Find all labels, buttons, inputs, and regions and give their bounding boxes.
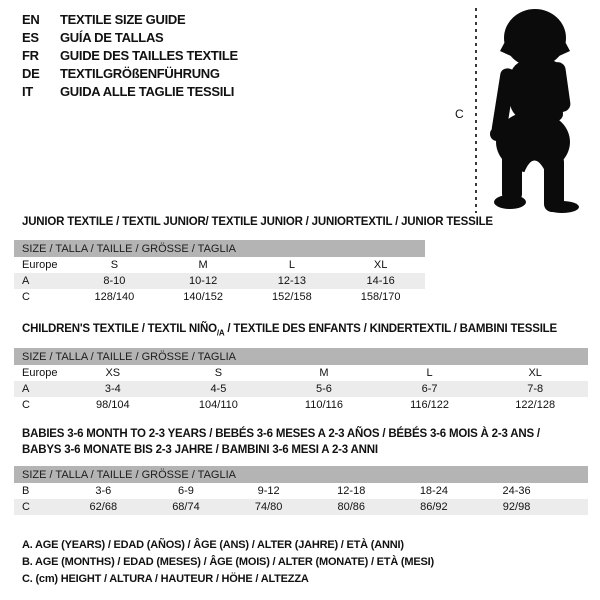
size-cell: 10-12: [189, 275, 218, 287]
row-label: B: [22, 485, 30, 497]
size-cell: 80/86: [337, 501, 365, 513]
size-cell: 3-6: [95, 485, 112, 497]
size-cell: 6-7: [421, 383, 438, 395]
language-title: GUIDE DES TAILLES TEXTILE: [60, 47, 238, 63]
size-cell: 110/116: [304, 399, 344, 411]
footnote-height-cm: C. (cm) HEIGHT / ALTURA / HAUTEUR / HÖHE / ALTEZZA: [22, 573, 309, 585]
row-label: Europe: [22, 367, 58, 379]
language-row-en: [22, 10, 238, 28]
table-row: [14, 483, 588, 499]
size-header-band: SIZE / TALLA / TAILLE / GRÖSSE / TAGLIA: [14, 240, 425, 257]
language-title: TEXTILGRÖßENFÜHRUNG: [60, 65, 220, 81]
footnote-legend: [22, 537, 434, 588]
language-row-es: [22, 28, 238, 46]
size-cell: 8-10: [103, 275, 126, 287]
children-title-pre: CHILDREN'S TEXTILE / TEXTIL NIÑO: [22, 323, 217, 335]
language-row-it: [22, 82, 238, 100]
language-title: GUÍA DE TALLAS: [60, 29, 164, 45]
row-label: C: [22, 399, 30, 411]
size-cell: 3-4: [104, 383, 121, 395]
table-row: [14, 289, 425, 305]
language-code: ES: [22, 29, 39, 45]
size-cell: 98/104: [95, 399, 130, 411]
size-cell: 122/128: [515, 399, 556, 411]
row-label: A: [22, 275, 30, 287]
size-cell: 24-36: [502, 485, 531, 497]
toddler-silhouette-icon: [482, 6, 580, 214]
table-band-row: [14, 348, 588, 365]
row-label: Europe: [22, 259, 58, 271]
language-code: EN: [22, 11, 40, 27]
height-measure-label: C: [455, 107, 464, 121]
children-title-post: / TEXTILE DES ENFANTS / KINDERTEXTIL / BAMBINI TESSILE: [224, 323, 557, 335]
size-cell: 128/140: [94, 291, 135, 303]
size-cell: 116/122: [410, 399, 450, 411]
size-cell: XL: [528, 367, 542, 379]
size-cell: 86/92: [420, 501, 448, 513]
size-cell: M: [198, 259, 208, 271]
size-cell: 62/68: [89, 501, 118, 513]
height-measure-dashed-line: [475, 8, 477, 213]
size-cell: 12-18: [337, 485, 366, 497]
size-cell: 158/170: [360, 291, 401, 303]
size-cell: 4-5: [210, 383, 227, 395]
spacer-cell: [558, 483, 588, 499]
footnote-age-months: B. AGE (MONTHS) / EDAD (MESES) / ÂGE (MOIS) / ALTER (MONATE) / ETÀ (MESI): [22, 556, 434, 568]
spacer-cell: [558, 499, 588, 515]
size-cell: 9-12: [257, 485, 280, 497]
language-row-de: [22, 64, 238, 82]
size-cell: L: [426, 367, 433, 379]
size-cell: M: [319, 367, 329, 379]
table-band-row: [14, 466, 588, 483]
size-header-band: SIZE / TALLA / TAILLE / GRÖSSE / TAGLIA: [14, 466, 588, 483]
size-cell: S: [214, 367, 223, 379]
babies-title-line1: BABIES 3-6 MONTH TO 2-3 YEARS / BEBÉS 3-6 MESES A 2-3 AÑOS / BÉBÉS 3-6 MOIS À 2-3 ANS /: [22, 428, 540, 440]
size-cell: 6-9: [178, 485, 194, 497]
table-row: [14, 499, 588, 515]
table-row: [14, 381, 588, 397]
size-cell: 7-8: [527, 383, 544, 395]
table-row: [14, 257, 425, 273]
children-title-sub: /A: [216, 328, 225, 338]
size-cell: S: [110, 259, 119, 271]
size-cell: 104/110: [198, 399, 238, 411]
table-row: [14, 397, 588, 413]
size-cell: 12-13: [277, 275, 306, 287]
language-title: GUIDA ALLE TAGLIE TESSILI: [60, 83, 235, 99]
size-cell: 152/158: [271, 291, 312, 303]
junior-size-table: [14, 240, 425, 305]
row-label: C: [22, 291, 30, 303]
size-cell: 140/152: [183, 291, 223, 303]
language-code: FR: [22, 47, 39, 63]
size-cell: XS: [105, 367, 121, 379]
children-size-table: [14, 348, 588, 413]
row-label: C: [22, 501, 30, 513]
size-cell: 74/80: [254, 501, 283, 513]
language-code: DE: [22, 65, 40, 81]
table-band-row: [14, 240, 425, 257]
children-table-title: [22, 321, 557, 341]
footnote-age-years: A. AGE (YEARS) / EDAD (AÑOS) / ÂGE (ANS) / ALTER (JAHRE) / ETÀ (ANNI): [22, 539, 404, 551]
size-cell: 18-24: [419, 485, 448, 497]
row-label: A: [22, 383, 30, 395]
language-list: [22, 10, 238, 100]
table-row: [14, 273, 425, 289]
size-cell: 68/74: [172, 501, 200, 513]
size-header-band: SIZE / TALLA / TAILLE / GRÖSSE / TAGLIA: [14, 348, 588, 365]
language-title: TEXTILE SIZE GUIDE: [60, 11, 186, 27]
babies-table-title: [22, 426, 540, 458]
language-code: IT: [22, 83, 33, 99]
junior-table-title: JUNIOR TEXTILE / TEXTIL JUNIOR/ TEXTILE JUNIOR / JUNIORTEXTIL / JUNIOR TESSILE: [22, 216, 493, 228]
babies-title-line2: BABYS 3-6 MONATE BIS 2-3 JAHRE / BAMBINI 3-6 MESI A 2-3 ANNI: [22, 444, 378, 456]
size-cell: 14-16: [366, 275, 395, 287]
size-cell: 92/98: [502, 501, 531, 513]
size-cell: L: [288, 259, 295, 271]
table-row: [14, 365, 588, 381]
size-cell: 5-6: [316, 383, 332, 395]
language-row-fr: [22, 46, 238, 64]
size-cell: XL: [373, 259, 388, 271]
babies-size-table: [14, 466, 588, 515]
